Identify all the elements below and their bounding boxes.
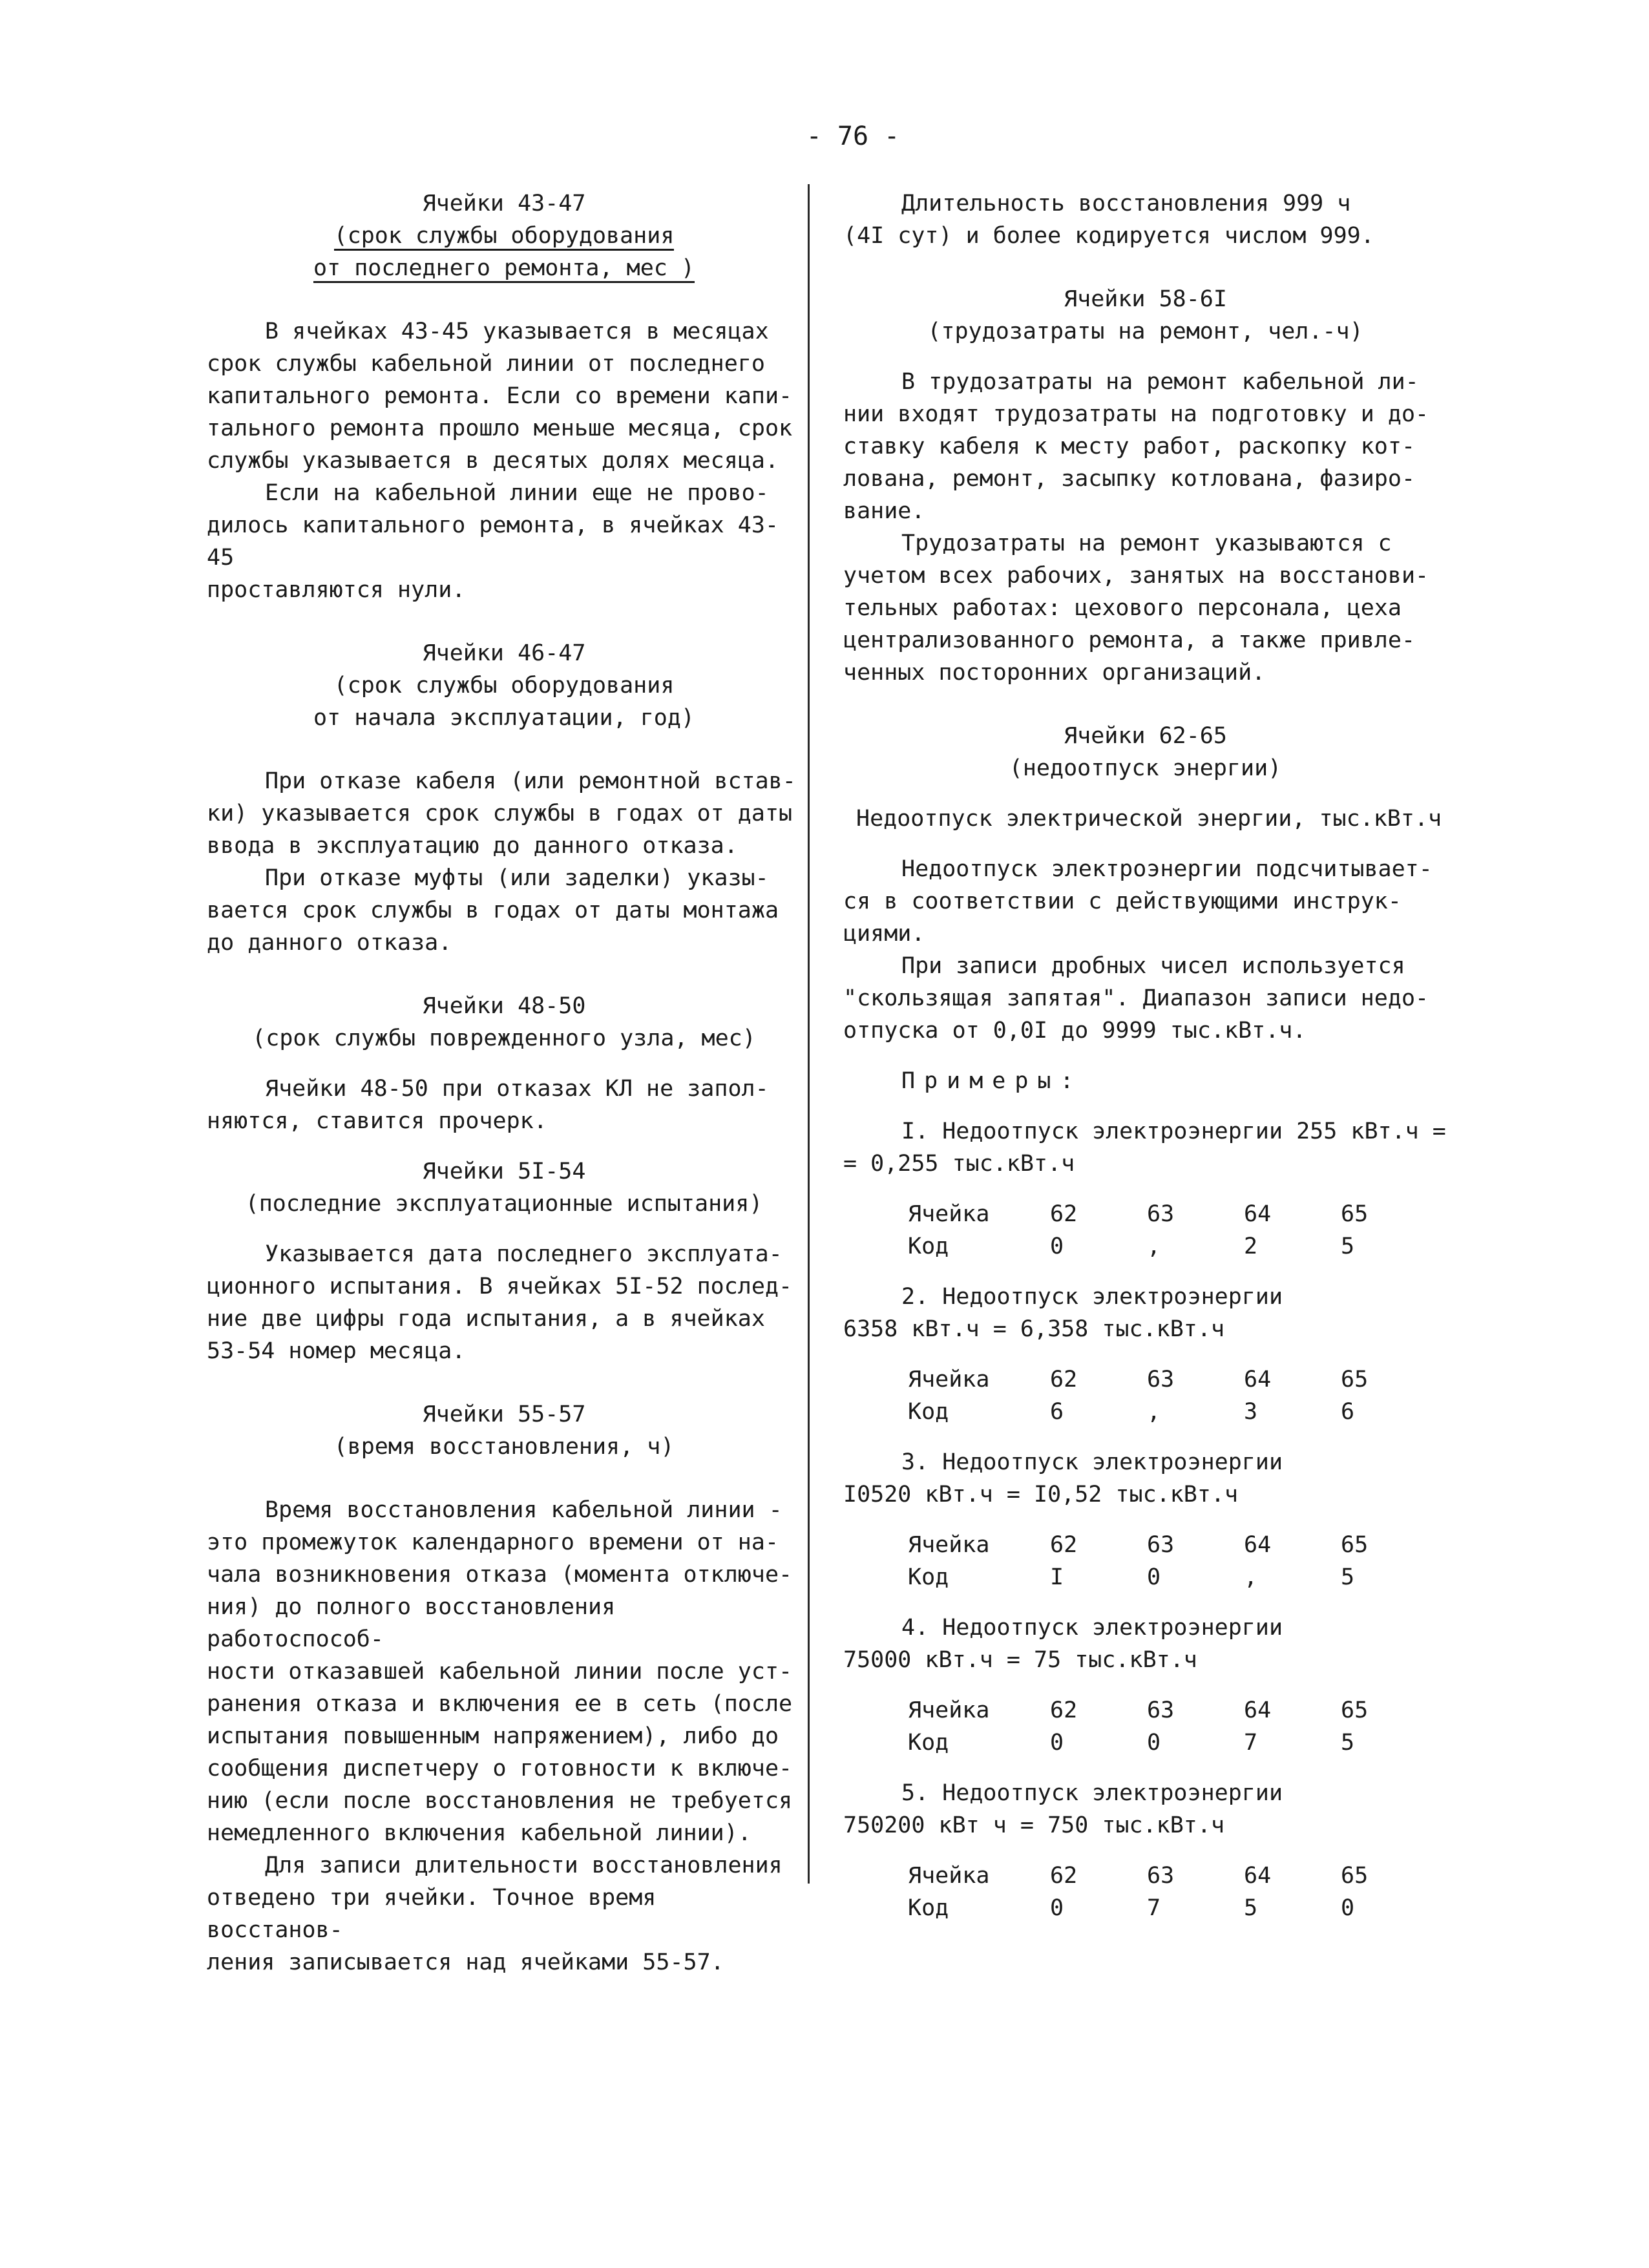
text-line: ности отказавшей кабельной линии после уст- <box>207 1659 793 1685</box>
text-line: ционного испытания. В ячейках 5I-52 послед- <box>207 1274 793 1299</box>
cell-number: 64 <box>1244 1532 1272 1558</box>
text-line: ния) до полного восстановления работоспособ- <box>207 1594 616 1652</box>
paragraph <box>207 862 801 959</box>
text-line: немедленного включения кабельной линии). <box>207 1820 751 1846</box>
paragraph <box>207 315 801 477</box>
code-value: 6 <box>1341 1399 1355 1425</box>
cell-number: 65 <box>1341 1532 1369 1558</box>
text-line: Трудозатраты на ремонт указываются с <box>901 530 1392 556</box>
paragraph <box>207 1494 801 1849</box>
text-line: отведено три ячейки. Точное время восстанов- <box>207 1885 656 1943</box>
paragraph <box>207 477 801 606</box>
text-line: Время восстановления кабельной линии - <box>265 1497 782 1523</box>
cell-number: 65 <box>1341 1697 1369 1723</box>
text-line: ранения отказа и включения ее в сеть (после <box>207 1691 793 1717</box>
cell-number: 63 <box>1147 1201 1175 1227</box>
examples-list <box>843 1115 1447 1942</box>
text-line: Для записи длительности восстановления <box>265 1853 782 1878</box>
section-subtitle: (последние эксплуатационные испытания) <box>245 1191 763 1217</box>
section-title: Ячейки 43-47 <box>422 191 586 216</box>
text-line: службы указывается в десятых долях месяца. <box>207 448 779 474</box>
code-value: , <box>1147 1399 1161 1425</box>
text-line: тального ремонта прошло меньше месяца, срок <box>207 415 793 441</box>
text-line: вание. <box>843 498 925 524</box>
cell-number: 64 <box>1244 1367 1272 1392</box>
text-line: чала возникновения отказа (момента отключе- <box>207 1562 793 1588</box>
text-line: ставку кабеля к месту работ, раскопку кот- <box>843 434 1416 459</box>
paragraph <box>843 950 1447 1047</box>
code-value: 5 <box>1341 1564 1355 1590</box>
paragraph <box>843 527 1447 689</box>
example-table <box>908 1694 1438 1759</box>
text-line: При отказе муфты (или заделки) указы- <box>265 865 769 891</box>
cell-number: 62 <box>1050 1201 1078 1227</box>
text-line: испытания повышенным напряжением), либо до <box>207 1723 779 1749</box>
example-table <box>908 1363 1438 1428</box>
section-title: Ячейки 46-47 <box>422 640 586 666</box>
table-row <box>908 1230 1438 1263</box>
code-value: 7 <box>1147 1895 1161 1921</box>
text-line: 53-54 номер месяца. <box>207 1338 466 1364</box>
section-subtitle: (время восстановления, ч) <box>333 1434 675 1460</box>
code-value: 0 <box>1341 1895 1355 1921</box>
section-subtitle: от начала эксплуатации, год) <box>313 705 695 731</box>
cell-number: 65 <box>1341 1367 1369 1392</box>
code-value: 0 <box>1050 1895 1064 1921</box>
section-subtitle: от последнего ремонта, мес ) <box>313 255 695 283</box>
code-value: 0 <box>1050 1730 1064 1756</box>
table-row <box>908 1529 1438 1561</box>
cell-number: 63 <box>1147 1367 1175 1392</box>
text-line: тельных работах: цехового персонала, цеха <box>843 595 1402 621</box>
code-value: 3 <box>1244 1399 1258 1425</box>
example-line: = 0,255 тыс.кВт.ч <box>843 1151 1075 1177</box>
cell-label: Ячейка <box>908 1697 990 1723</box>
example-table <box>908 1198 1438 1263</box>
example-line: I. Недоотпуск электроэнергии 255 кВт.ч = <box>901 1118 1446 1144</box>
text-line: Ячейки 48-50 при отказах КЛ не запол- <box>265 1076 769 1102</box>
paragraph <box>207 1073 801 1137</box>
section-title: Ячейки 62-65 <box>1064 723 1227 749</box>
example-table <box>908 1860 1438 1924</box>
section-title: Ячейки 58-6I <box>1064 286 1227 312</box>
section-title: Ячейки 48-50 <box>422 993 586 1019</box>
example-line: 75000 кВт.ч = 75 тыс.кВт.ч <box>843 1647 1197 1673</box>
paragraph <box>843 366 1447 527</box>
text-line: циями. <box>843 921 925 947</box>
text-line: Длительность восстановления 999 ч <box>901 191 1351 216</box>
section-subtitle: (срок службы оборудования <box>333 673 675 698</box>
text-line: В трудозатраты на ремонт кабельной ли- <box>901 369 1419 395</box>
example-line: 3. Недоотпуск электроэнергии <box>901 1449 1283 1475</box>
code-value: , <box>1147 1234 1161 1259</box>
text-line: до данного отказа. <box>207 930 452 956</box>
example-block <box>843 1281 1447 1446</box>
code-value: 2 <box>1244 1234 1258 1259</box>
code-value: 0 <box>1147 1564 1161 1590</box>
section-subtitle: (трудозатраты на ремонт, чел.-ч) <box>927 319 1363 344</box>
table-row <box>908 1396 1438 1428</box>
example-line: 4. Недоотпуск электроэнергии <box>901 1615 1283 1641</box>
text-line: ввода в эксплуатацию до данного отказа. <box>207 833 738 859</box>
example-line: 6358 кВт.ч = 6,358 тыс.кВт.ч <box>843 1316 1225 1342</box>
text-line: При отказе кабеля (или ремонтной встав- <box>265 768 796 794</box>
text-line: ченных посторонних организаций. <box>843 660 1266 686</box>
section-subtitle: (срок службы поврежденного узла, мес) <box>252 1025 756 1051</box>
text-line: нии входят трудозатраты на подготовку и до- <box>843 401 1429 427</box>
text-line: ления записывается над ячейками 55-57. <box>207 1949 724 1975</box>
table-row <box>908 1694 1438 1727</box>
code-value: 5 <box>1244 1895 1258 1921</box>
text-line: (4I сут) и более кодируется числом 999. <box>843 223 1374 249</box>
table-row <box>908 1892 1438 1924</box>
text-line: лована, ремонт, засыпку котлована, фазиро- <box>843 466 1416 492</box>
text-line: это промежуток календарного времени от на- <box>207 1529 779 1555</box>
section-subtitle: (недоотпуск энергии) <box>1009 755 1282 781</box>
left-column <box>207 187 801 1979</box>
code-label: Код <box>908 1234 949 1259</box>
cell-number: 64 <box>1244 1201 1272 1227</box>
text-line: "скользящая запятая". Диапазон записи недо- <box>843 985 1429 1011</box>
column-divider <box>808 184 810 1884</box>
code-value: 5 <box>1341 1730 1355 1756</box>
example-line: I0520 кВт.ч = I0,52 тыс.кВт.ч <box>843 1482 1239 1507</box>
text-line: нию (если после восстановления не требуется <box>207 1788 793 1814</box>
text-line: срок службы кабельной линии от последнего <box>207 351 765 377</box>
section-title: Ячейки 55-57 <box>422 1402 586 1427</box>
paragraph <box>207 1238 801 1367</box>
text-line: ние две цифры года испытания, а в ячейках <box>207 1306 765 1332</box>
text-line: сообщения диспетчеру о готовности к включе- <box>207 1756 793 1781</box>
paragraph <box>843 853 1447 950</box>
cell-number: 64 <box>1244 1697 1272 1723</box>
table-row <box>908 1561 1438 1593</box>
cell-number: 62 <box>1050 1697 1078 1723</box>
cell-number: 62 <box>1050 1367 1078 1392</box>
text-line: Указывается дата последнего эксплуата- <box>265 1241 782 1267</box>
cell-label: Ячейка <box>908 1367 990 1392</box>
table-row <box>908 1363 1438 1396</box>
code-value: 6 <box>1050 1399 1064 1425</box>
code-value: I <box>1050 1564 1064 1590</box>
code-value: 0 <box>1147 1730 1161 1756</box>
code-value: 5 <box>1341 1234 1355 1259</box>
paragraph <box>207 1849 801 1979</box>
text-line: ки) указывается срок службы в годах от даты <box>207 801 793 826</box>
cell-number: 63 <box>1147 1863 1175 1889</box>
table-row <box>908 1860 1438 1892</box>
text-line: централизованного ремонта, а также привле- <box>843 627 1416 653</box>
section-subtitle: (срок службы оборудования <box>334 223 675 251</box>
code-label: Код <box>908 1564 949 1590</box>
table-row <box>908 1198 1438 1230</box>
text-line: отпуска от 0,0I до 9999 тыс.кВт.ч. <box>843 1018 1307 1044</box>
example-line: 750200 кВт ч = 750 тыс.кВт.ч <box>843 1812 1225 1838</box>
example-line: 5. Недоотпуск электроэнергии <box>901 1780 1283 1806</box>
code-value: 0 <box>1050 1234 1064 1259</box>
text-line: Если на кабельной линии еще не прово- <box>265 480 769 506</box>
page-number: - 76 - <box>806 121 900 151</box>
text-line: В ячейках 43-45 указывается в месяцах <box>265 319 769 344</box>
code-label: Код <box>908 1399 949 1425</box>
text-line: дилось капитального ремонта, в ячейках 43-45 <box>207 512 779 571</box>
section-title: Ячейки 5I-54 <box>422 1159 586 1184</box>
text-line: вается срок службы в годах от даты монтажа <box>207 898 779 923</box>
code-value: 7 <box>1244 1730 1258 1756</box>
code-value: , <box>1244 1564 1258 1590</box>
cell-number: 65 <box>1341 1863 1369 1889</box>
section-subtitle: Недоотпуск электрической энергии, тыс.кВт.ч <box>856 806 1442 832</box>
example-line: 2. Недоотпуск электроэнергии <box>901 1284 1283 1310</box>
text-line: При записи дробных чисел используется <box>901 953 1405 979</box>
example-block <box>843 1777 1447 1942</box>
text-line: няются, ставится прочерк. <box>207 1108 547 1134</box>
right-column <box>843 187 1447 1942</box>
cell-number: 64 <box>1244 1863 1272 1889</box>
paragraph <box>843 187 1447 252</box>
cell-label: Ячейка <box>908 1532 990 1558</box>
cell-label: Ячейка <box>908 1863 990 1889</box>
cell-number: 62 <box>1050 1532 1078 1558</box>
text-line: ся в соответствии с действующими инструк- <box>843 888 1402 914</box>
cell-number: 63 <box>1147 1532 1175 1558</box>
text-line: Недоотпуск электроэнергии подсчитывает- <box>901 856 1433 882</box>
example-table <box>908 1529 1438 1593</box>
example-block <box>843 1446 1447 1612</box>
example-block <box>843 1115 1447 1281</box>
paragraph <box>207 765 801 862</box>
cell-label: Ячейка <box>908 1201 990 1227</box>
text-line: учетом всех рабочих, занятых на восстанови- <box>843 563 1429 589</box>
example-block <box>843 1612 1447 1777</box>
text-line: капитального ремонта. Если со времени капи- <box>207 383 793 409</box>
cell-number: 62 <box>1050 1863 1078 1889</box>
code-label: Код <box>908 1730 949 1756</box>
text-line: проставляются нули. <box>207 577 466 603</box>
examples-label: Примеры: <box>901 1068 1083 1094</box>
cell-number: 65 <box>1341 1201 1369 1227</box>
code-label: Код <box>908 1895 949 1921</box>
cell-number: 63 <box>1147 1697 1175 1723</box>
table-row <box>908 1727 1438 1759</box>
